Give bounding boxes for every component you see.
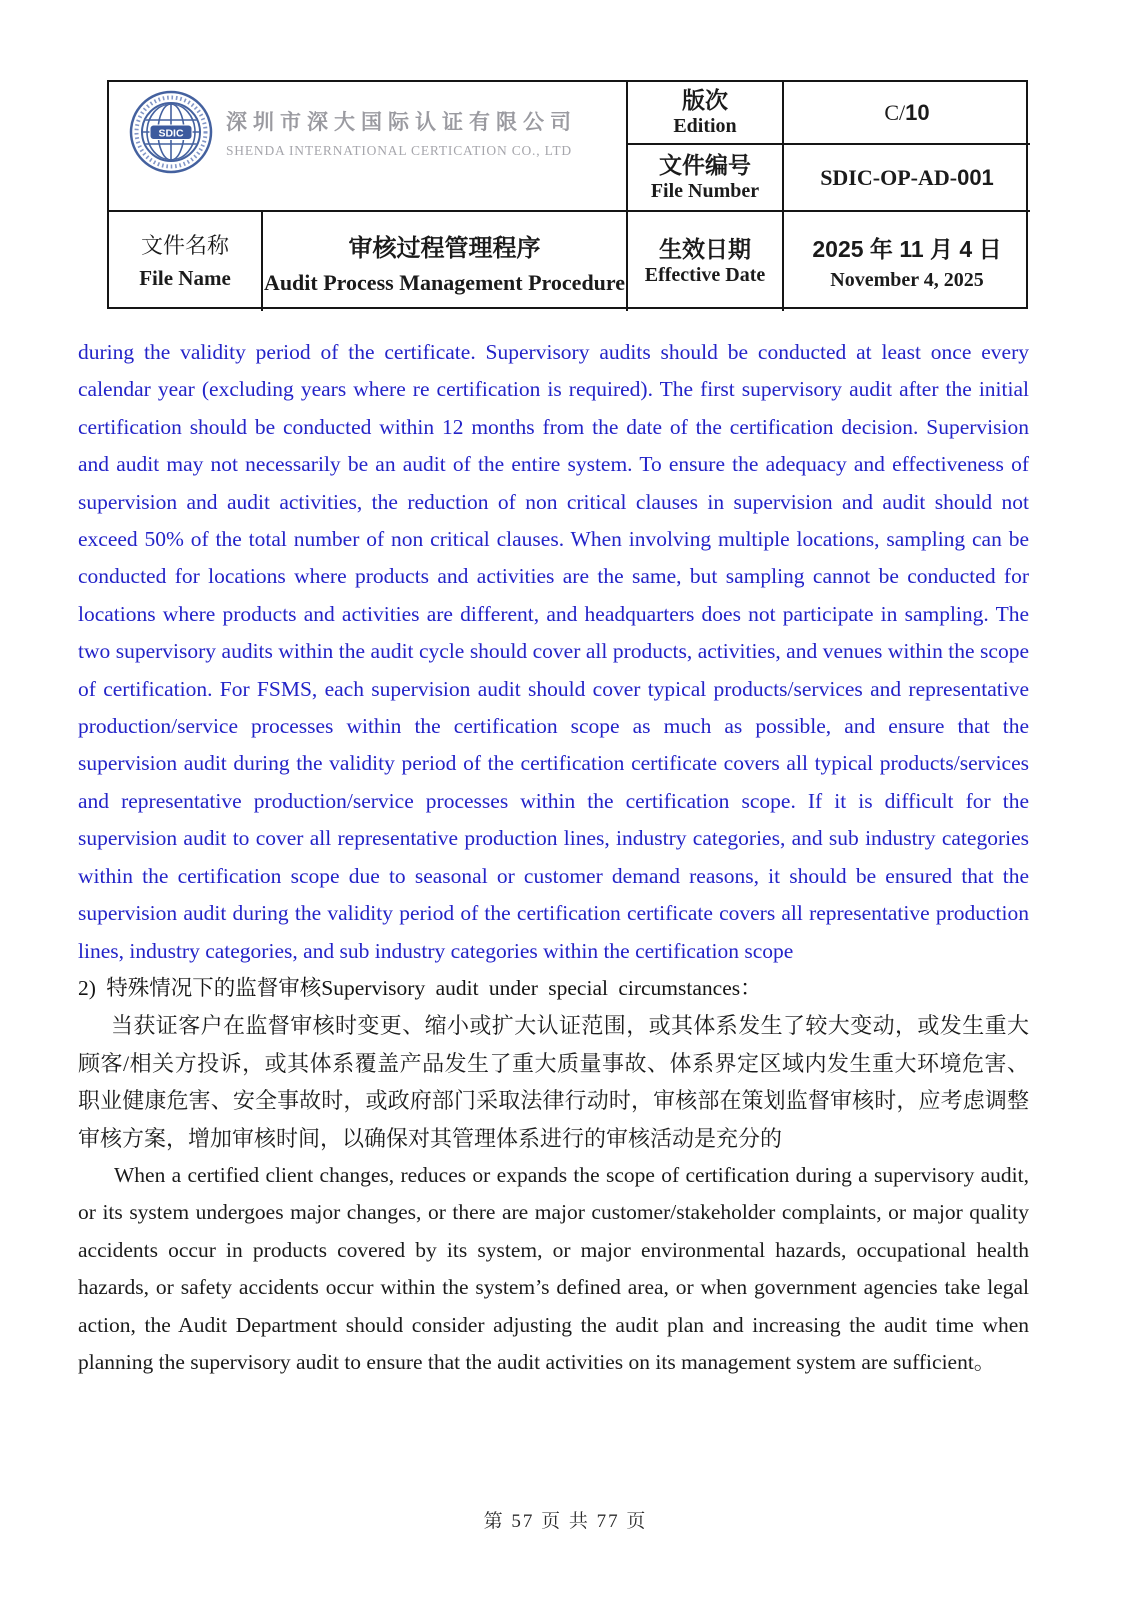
- body-paragraph-blue: during the validity period of the certificate. Supervisory audits should be conducted at least once every calendar year (excluding years where re certification is required). The first supervisory audit after the initial certification should be conducted within 12 months from the date of the certification decision. Supervision and audit may not necessarily be an audit of the entire system. To ensure the adequacy and effectiveness of supervision and audit activities, the reduction of non critical clauses in supervision and audit should not exceed 50% of the total number of non critical clauses. When involving multiple locations, sampling can be conducted for locations where products and activities are the same, but sampling cannot be conducted for locations where products and activities are different, and headquarters does not participate in sampling. The two supervisory audits within the audit cycle should cover all products, activities, and venues within the scope of certification. For FSMS, each supervision audit should cover typical products/services and representative production/service processes within the certification scope as much as possible, and ensure that the supervision audit during the validity period of the certification certificate covers all typical products/services and representative production/service processes within the certification scope. If it is difficult for the supervision audit to cover all representative production lines, industry categories, and sub industry categories within the certification scope due to seasonal or customer demand reasons, it should be ensured that the supervision audit during the validity period of the certification certificate covers all representative production lines, industry categories, and sub industry categories within the certification scope: [78, 340, 1029, 963]
- body-paragraph-english: When a certified client changes, reduces or expands the scope of certification during a supervisory audit, or its system undergoes major changes, or there are major customer/stakeholder complaints, or major quality accidents occur in products covered by its system, or major environmental hazards, occupational health hazards, or safety accidents occur within the system’s defined area, or when government agencies take legal action, the Audit Department should consider adjusting the audit plan and increasing the audit time when planning the supervisory audit to ensure that the audit activities on its management system are sufficient。: [78, 1162, 1029, 1374]
- company-name-block: [226, 106, 577, 159]
- edition-label-cell: [626, 82, 782, 143]
- file-number-value-cell: [782, 143, 1030, 210]
- document-title-english: Audit Process Management Procedure: [263, 269, 626, 295]
- sdic-badge-text: SDIC: [158, 127, 184, 140]
- company-name-chinese: 深圳市深大国际认证有限公司: [226, 110, 577, 134]
- file-name-value-cell: [261, 210, 626, 311]
- effective-date-label-cell: [626, 210, 782, 311]
- edition-value-cell: [782, 82, 1030, 143]
- file-name-label-english: File Name: [139, 266, 231, 291]
- section-heading: 2) 特殊情况下的监督审核Supervisory audit under special circumstances：: [78, 975, 762, 1000]
- file-number-value-number: 001: [957, 164, 994, 190]
- effective-date-label-chinese: 生效日期: [659, 235, 751, 262]
- file-name-label-cell: [109, 210, 261, 311]
- page-number: 第 57 页 共 77 页: [483, 1511, 648, 1532]
- effective-date-value-cell: [782, 210, 1030, 311]
- file-number-label-cell: [626, 143, 782, 210]
- company-logo-cell: [109, 82, 626, 210]
- sdic-globe-logo-icon: [129, 90, 213, 174]
- effective-date-label-english: Effective Date: [644, 264, 766, 287]
- edition-value-number: 10: [905, 99, 930, 125]
- file-name-label-chinese: 文件名称: [140, 232, 229, 258]
- edition-label-english: Edition: [673, 115, 737, 138]
- document-header-table: [107, 80, 1028, 309]
- company-name-english: SHENDA INTERNATIONAL CERTICATION CO., LTD: [226, 142, 572, 158]
- file-number-label-english: File Number: [650, 180, 760, 203]
- file-number-value-prefix: SDIC-OP-AD-: [820, 164, 958, 190]
- body-paragraph-chinese: 当获证客户在监督审核时变更、缩小或扩大认证范围，或其体系发生了较大变动，或发生重大顾客/相关方投诉，或其体系覆盖产品发生了重大质量事故、体系界定区域内发生重大环境危害、职业健康危害、安全事故时，或政府部门采取法律行动时，审核部在策划监督审核时，应考虑调整审核方案，增加审核时间，以确保对其管理体系进行的审核活动是充分的: [78, 1013, 1029, 1151]
- document-title-chinese: 审核过程管理程序: [348, 234, 541, 262]
- effective-date-english: November 4, 2025: [830, 269, 984, 291]
- file-number-label-chinese: 文件编号: [659, 151, 751, 178]
- edition-value-prefix: C/: [884, 99, 906, 125]
- document-body: [78, 334, 1029, 1381]
- edition-label-chinese: 版次: [682, 86, 728, 113]
- effective-date-chinese: 2025 年 11 月 4 日: [812, 236, 1002, 262]
